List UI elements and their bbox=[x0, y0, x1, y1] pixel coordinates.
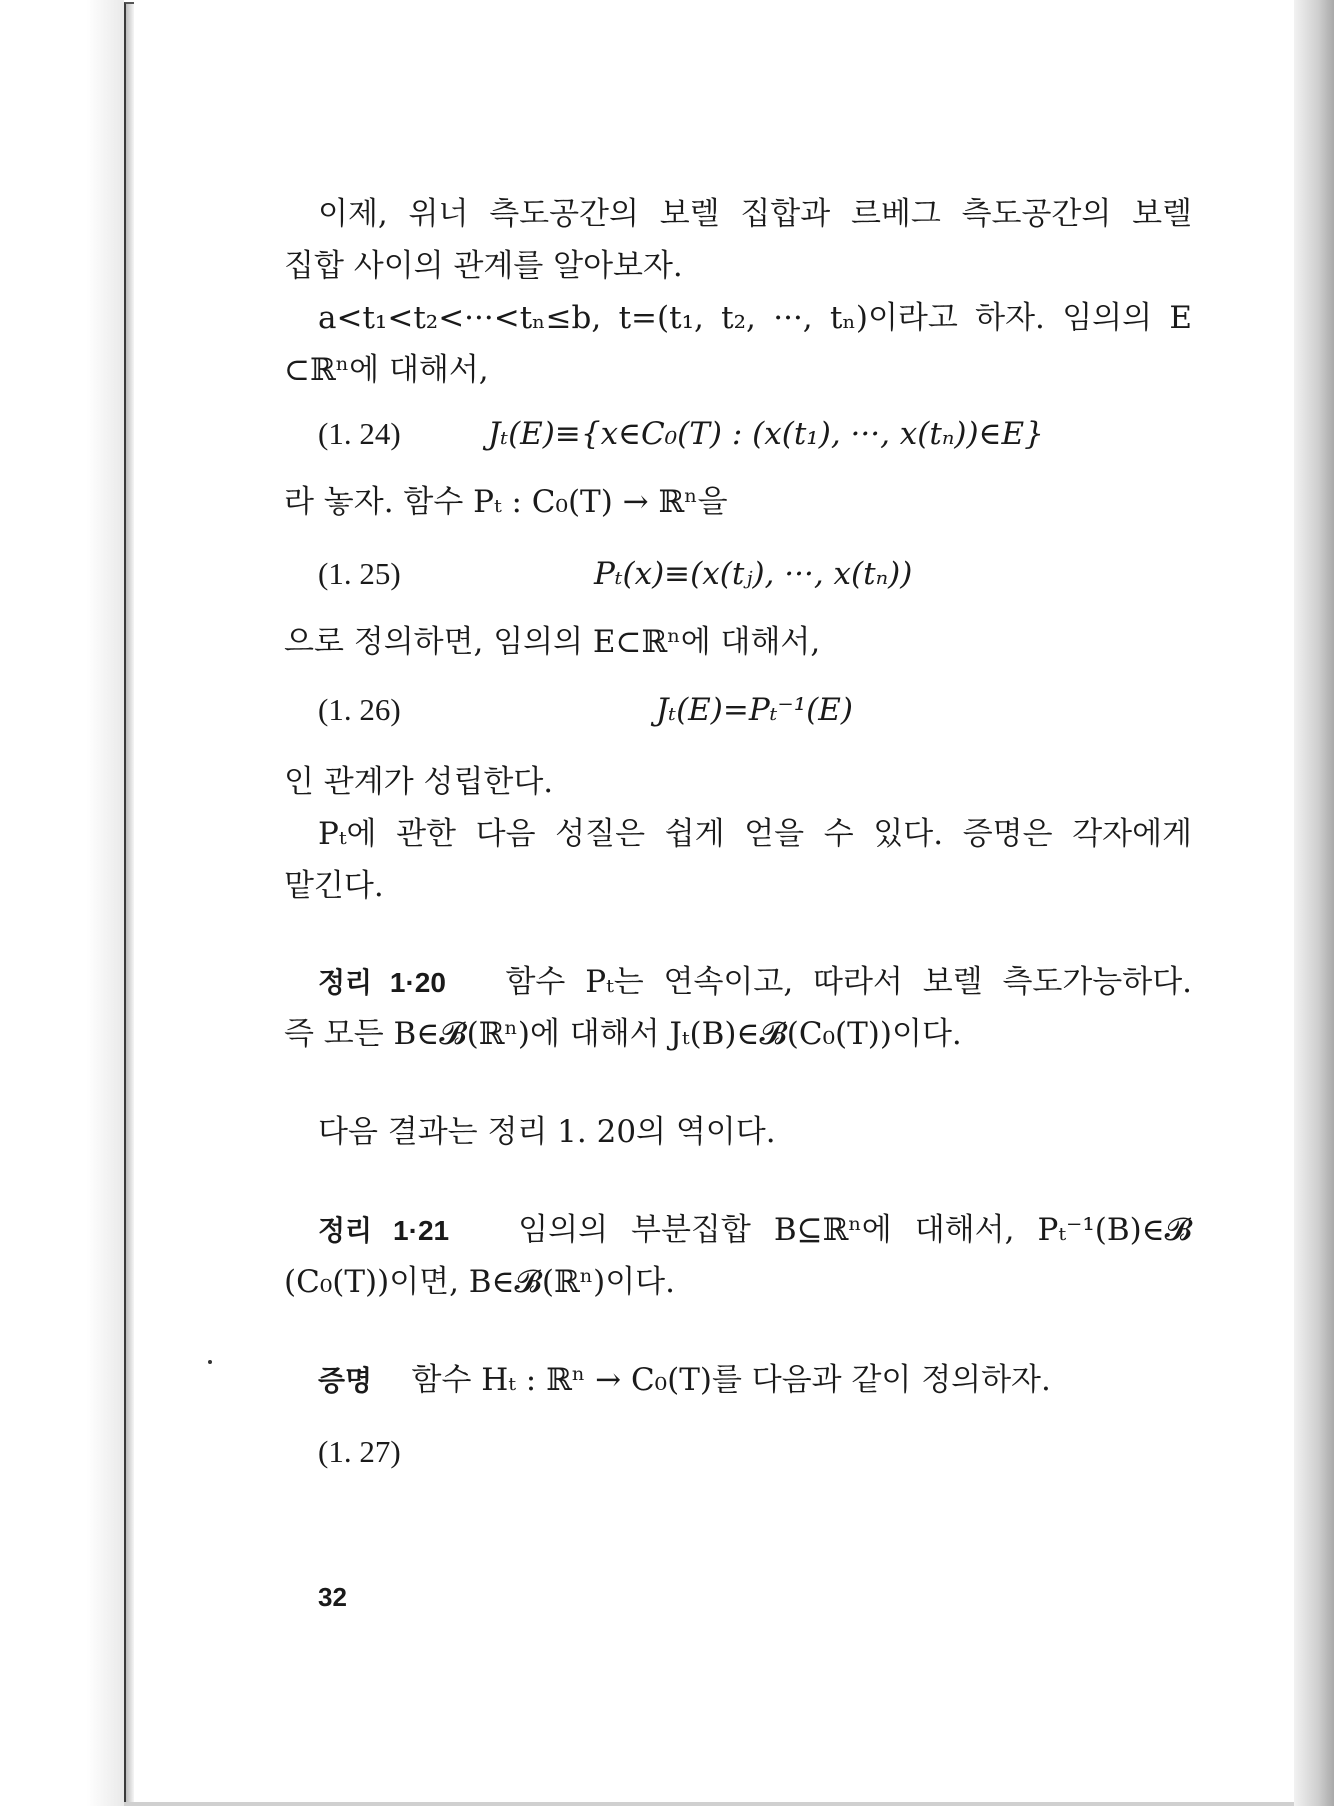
converse-statement: 다음 결과는 정리 1. 20의 역이다. bbox=[318, 1114, 776, 1150]
theorem-1-20-line2: 즉 모든 B∈𝓑(ℝⁿ)에 대해서 Jₜ(B)∈𝓑(C₀(T))이다. bbox=[284, 1016, 962, 1052]
theorem-1-20-text: 함수 Pₜ는 연속이고, 따라서 보렐 측도가능하다. bbox=[505, 964, 1192, 1000]
paragraph3-line2: 맡긴다. bbox=[284, 868, 384, 904]
theorem-1-20-label: 정리 1·20 bbox=[318, 967, 446, 998]
proof-text: 함수 Hₜ : ℝⁿ → C₀(T)를 다음과 같이 정의하자. bbox=[411, 1362, 1051, 1398]
text-after-eq-1-25: 으로 정의하면, 임의의 E⊂ℝⁿ에 대해서, bbox=[284, 624, 821, 660]
theorem-1-21-line2: (C₀(T))이면, B∈𝓑(ℝⁿ)이다. bbox=[284, 1264, 675, 1300]
scan-left-margin bbox=[0, 0, 124, 1806]
paragraph3-line1: Pₜ에 관한 다음 성질은 쉽게 얻을 수 있다. 증명은 각자에게 bbox=[318, 816, 1192, 852]
paragraph1-line1: 이제, 위너 측도공간의 보렐 집합과 르베그 측도공간의 보렐 bbox=[318, 196, 1192, 232]
text-after-eq-1-24: 라 놓자. 함수 Pₜ : C₀(T) → ℝⁿ을 bbox=[284, 484, 728, 520]
proof-label: 증명 bbox=[318, 1365, 373, 1396]
equation-body: Pₜ(x)≡(x(tⱼ), ···, x(tₙ)) bbox=[594, 556, 913, 592]
theorem-1-21-text: 임의의 부분집합 B⊆ℝⁿ에 대해서, Pₜ⁻¹(B)∈𝓑 bbox=[518, 1212, 1193, 1248]
scan-speck bbox=[208, 1360, 212, 1364]
paragraph2-line2: ⊂ℝⁿ에 대해서, bbox=[284, 352, 489, 388]
theorem-1-21-line1 bbox=[284, 1208, 1192, 1253]
theorem-1-20-line1 bbox=[284, 960, 1192, 1005]
paragraph1-line2: 집합 사이의 관계를 알아보자. bbox=[284, 248, 683, 284]
equation-number: (1. 27) bbox=[318, 1434, 401, 1469]
equation-number: (1. 26) bbox=[318, 692, 401, 727]
equation-number: (1. 24) bbox=[318, 416, 401, 451]
theorem-1-21-label: 정리 1·21 bbox=[318, 1215, 450, 1246]
equation-body: Jₜ(E)=Pₜ⁻¹(E) bbox=[656, 692, 853, 728]
equation-number: (1. 25) bbox=[318, 556, 401, 591]
equation-body: Jₜ(E)≡{x∈C₀(T) : (x(t₁), ···, x(tₙ))∈E} bbox=[488, 416, 1044, 452]
paragraph2-line1: a<t₁<t₂<···<tₙ≤b, t=(t₁, t₂, ···, tₙ)이라고 하자. 임의의 E bbox=[318, 300, 1192, 336]
page-right-edge bbox=[1294, 0, 1334, 1806]
proof-line bbox=[284, 1358, 1192, 1403]
page-left-edge bbox=[124, 2, 134, 1804]
page-bottom-edge bbox=[124, 1802, 1294, 1806]
page-number: 32 bbox=[318, 1582, 347, 1612]
text-after-eq-1-26: 인 관계가 성립한다. bbox=[284, 764, 554, 800]
